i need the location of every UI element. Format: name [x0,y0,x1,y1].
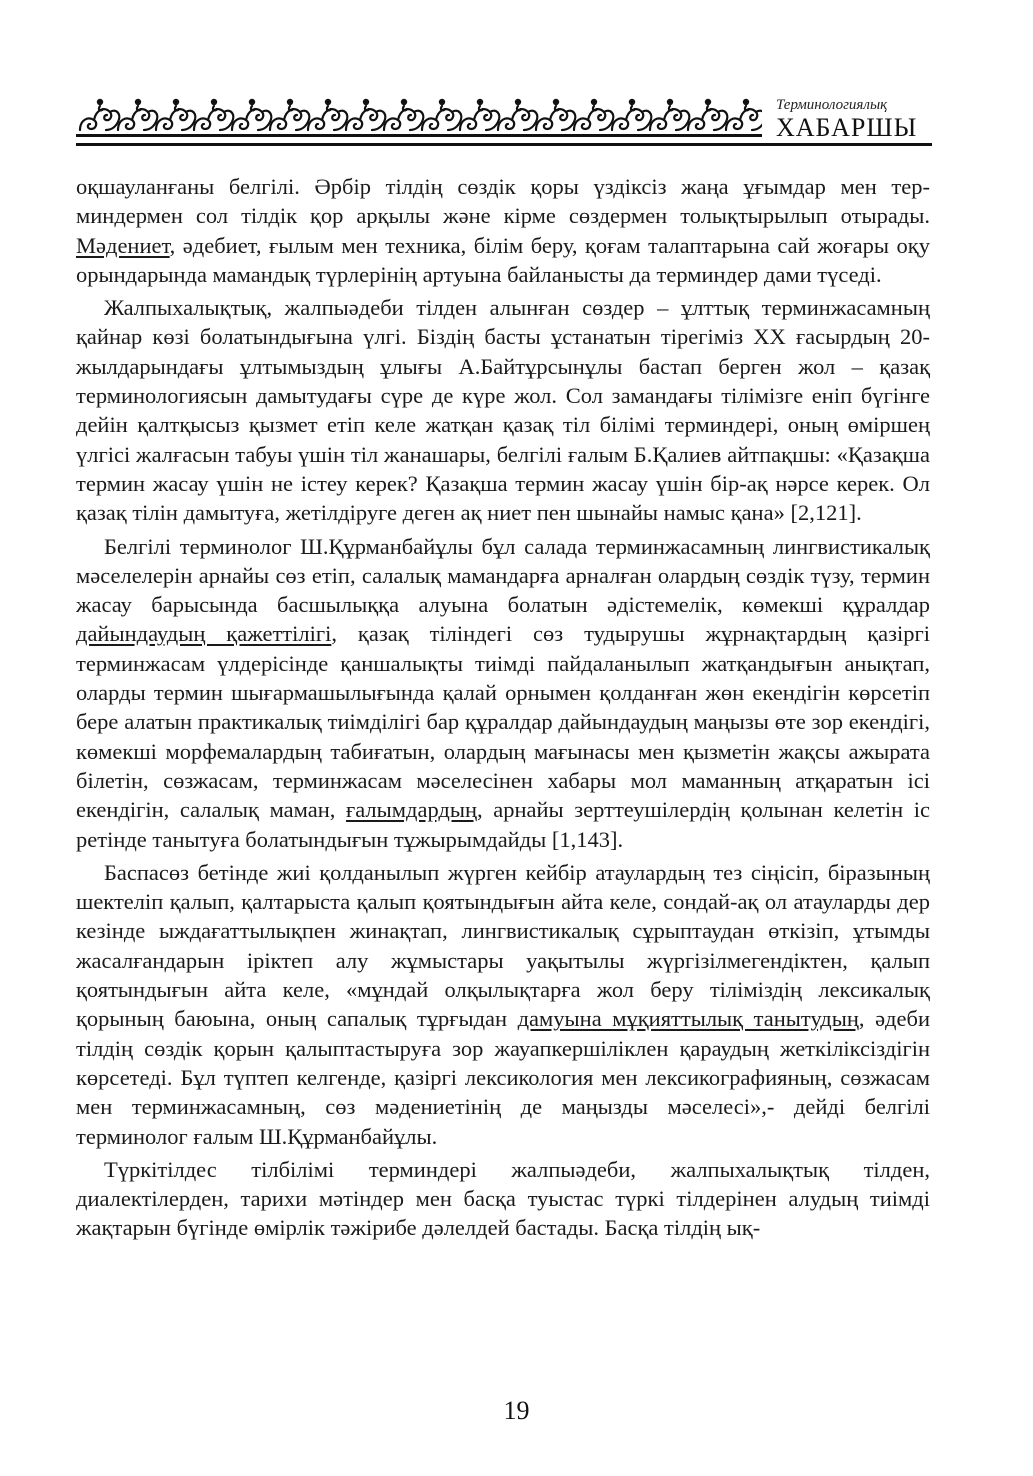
paragraph-4 [76,858,930,1151]
kazakh-ornament-border-icon [76,96,762,140]
paragraph-5: Түркітілдес тілбілімі терминдері жалпыәдеби, жалпыхалықтық тілден, диалектілерден, тарихи мәтіндер мен басқа туыстас түркі тілдерінен алудың тиімді жақтарын бүгінде өмірлік тәжірибе дәлелдей бастады. Басқа тілдің ық- [76,1156,930,1241]
text-run: Баспасөз бетінде жиі қолданылып жүрген кейбір атаулардың тез сіңісіп, біразының шектеліп қалып, қалтарыста қалып қоятындығын айта келе, сондай-ақ ол атауларды дер кезінде ыждағаттылықпен жинақтап, лингвистикалық сұрыптаудан өткізіп, ұтымды жасалғандарын іріктеп алу жұмыстары уақытылы жүргізілмегендіктен, қалып қоятындығын айта келе, «мұндай олқылықтарға жол беру тіліміздің лексикалық қорының баюына, оның сапалық тұрғыдан [76,859,930,1032]
text-run: оқшауланғаны белгілі. Әрбір тілдің сөздік қоры үздіксіз жаңа ұғымдар мен терминдермен сол тілдік қор арқылы және кірме сөздермен толықтырылып отырады. [76,174,930,229]
underlined-term: ғалымдардың [346,797,478,823]
underlined-term: дайындаудың қажеттілігі [76,621,332,647]
text-run: , әдебиет, ғылым мен техника, білім беру, қоғам талаптарына сай жоғары оқу орындарында мамандық түрлерінің артуына байланысты да терминдер дами түседі. [76,232,930,287]
text-run: , қазақ тіліндегі сөз тудырушы жұрнақтардың қазіргі терминжасам үлдерісінде қаншалықты тиімді пайдаланылып жатқандығын анықтап, оларды термин шығармашылығында қалай орнымен қолданған жөн екендігін көрсетіп бере алатын практикалық тиімділігі бар құралдар дайындаудың маңызы өте зор екендігі, көмекші морфемалардың табиғатын, олардың мағынасы мен қызметін жақсы ажырата білетін, сөзжасам, терминжасам мәселесінен хабары мол маманның атқаратын ісі екендігін, салалық маман, [76,621,930,823]
header-rule [76,143,932,146]
underlined-term: Мәдениет [76,232,170,258]
page-header [76,96,932,146]
page-number: 19 [503,1396,530,1425]
journal-subtitle: Терминологиялық [776,97,888,113]
paragraph-1 [76,172,930,289]
text-run: Белгілі терминолог Ш.Құрманбайұлы бұл салада терминжасамның лингвистикалық мәселелерін арнайы сөз етіп, салалық мамандарға арналған олардың сөздік түзу, термин жасау барысында басшылыққа алуына болатын әдістемелік, көмекші құралдар [76,533,930,618]
journal-name [776,96,932,142]
paragraph-3 [76,532,930,854]
journal-title: ХАБАРШЫ [776,113,918,142]
paragraph-2: Жалпыхалықтық, жалпыәдеби тілден алынған сөздер – ұлттық терминжасамның қайнар көзі болатындығына үлгі. Біздің басты ұстанатын тірегіміз XX ғасырдың 20-жылдарындағы ұлтымыздың ұлығы А.Байтұрсынұлы бастап берген жол – қазақ терминологиясын дамытудағы сүре де күре жол. Сол замандағы тілімізге еніп бүгінге дейін қалтқысыз қызмет етіп келе жатқан қазақ тіл білімі терминдері, оның өміршең үлгісі жалғасын табуы үшін тіл жанашары, белгілі ғалым Б.Қалиев айтпақшы: «Қазақша термин жасау үшін не істеу керек? Қазақша термин жасау үшін бір-ақ нәрсе керек. Ол қазақ тілін дамытуға, жетілдіруге деген ақ ниет пен шынайы намыс қана» [2,121]. [76,295,930,526]
text-run: , арнайы зерттеушілердің қолынан келетін іс ретінде танытуға болатындығын тұжырымдайды [1,143]. [76,797,930,852]
underlined-term: дамуына мұқияттылық танытудың [517,1006,859,1032]
text-run: , әдеби тілдің сөздік қорын қалыптастыруға зор жауапкершіліклен қараудың жеткіліксіздігін көрсетеді. Бұл түптеп келгенде, қазіргі лексикология мен лексикографияның, сөзжасам мен терминжасамның, сөз мәдениетінің де маңызды мәселесі»,- дейді белгілі терминолог ғалым Ш.Құрманбайұлы. [76,1006,930,1149]
body-text [76,172,930,1247]
